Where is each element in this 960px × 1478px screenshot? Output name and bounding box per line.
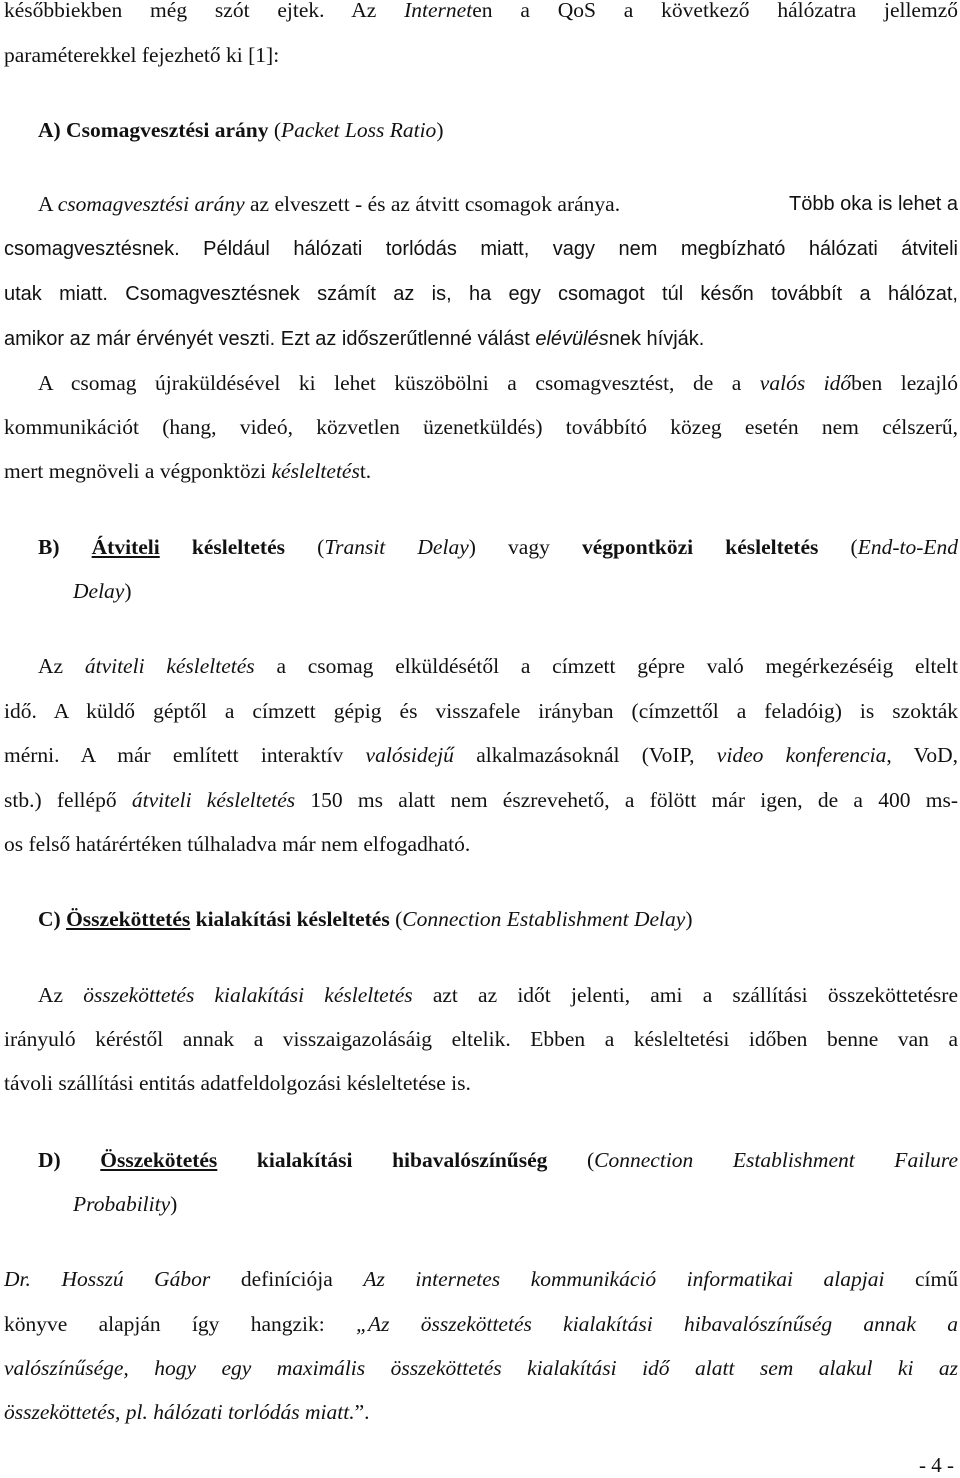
- section-d-line-1: Dr. Hosszú Gábor definíciója Az internetes kommunikáció informatikai alapjai című: [4, 1267, 958, 1291]
- section-a-line-5: A csomag újraküldésével ki lehet küszöbölni a csomagvesztést, de a valós időben lezajló: [38, 371, 959, 395]
- section-a-line-6: kommunikációt (hang, videó, közvetlen üzenetküldés) továbbító közeg esetén nem célszerű,: [4, 415, 958, 439]
- section-a-line-3: utak miatt. Csomagvesztésnek számít az is, ha egy csomagot túl későn továbbít a hálózat,: [4, 283, 958, 305]
- section-b-line-2: idő. A küldő géptől a címzett gépig és visszafele irányban (címzettől a feladóig) is szokták: [4, 699, 958, 723]
- section-d-heading-1: D) Összekötetés kialakítási hibavalószínűség (Connection Establishment Failure: [38, 1148, 958, 1172]
- section-b-line-5: os felső határértéken túlhaladva már nem elfogadható.: [4, 832, 471, 856]
- section-b-line-4: stb.) fellépő átviteli késleltetés 150 ms alatt nem észrevehető, a fölött már igen, de a 400 ms-: [4, 788, 958, 812]
- section-a-line-1: A csomagvesztési arány az elveszett - és az átvitt csomagok aránya. Több oka is lehet a: [38, 192, 958, 216]
- section-a-line-4: amikor az már érvényét veszti. Ezt az időszerűtlenné válást elévülésnek hívják.: [4, 328, 705, 350]
- section-c-line-1: Az összeköttetés kialakítási késleltetés azt az időt jelenti, ami a szállítási összeköttetésre: [38, 983, 958, 1007]
- section-c-heading: C) Összeköttetés kialakítási késleltetés (Connection Establishment Delay): [38, 907, 693, 931]
- page-number: - 4 -: [919, 1453, 954, 1477]
- intro-line-2: paraméterekkel fejezhető ki [1]:: [4, 43, 280, 67]
- section-b-line-1: Az átviteli késleltetés a csomag elküldésétől a címzett gépre való megérkezéséig eltelt: [38, 654, 958, 678]
- section-b-heading-1: B) Átviteli késleltetés (Transit Delay) vagy végpontközi késleltetés (End-to-End: [38, 535, 958, 559]
- section-a-line-7: mert megnöveli a végponktözi késleltetést.: [4, 459, 372, 483]
- section-a-line-2: csomagvesztésnek. Például hálózati torlódás miatt, vagy nem megbízható hálózati átviteli: [4, 238, 958, 260]
- section-d-line-2: könyve alapján így hangzik: „Az összeköttetés kialakítási hibavalószínűség annak a: [4, 1312, 958, 1336]
- intro-line-1: későbbiekben még szót ejtek. Az Interneten a QoS a következő hálózatra jellemző: [4, 0, 958, 22]
- section-c-line-3: távoli szállítási entitás adatfeldolgozási késleltetése is.: [4, 1071, 471, 1095]
- section-d-line-3: valószínűsége, hogy egy maximális összeköttetés kialakítási idő alatt sem alakul ki az: [4, 1356, 958, 1380]
- section-b-heading-2: Delay): [73, 579, 132, 603]
- section-a-heading: A) Csomagvesztési arány (Packet Loss Ratio): [38, 118, 444, 142]
- section-b-line-3: mérni. A már említett interaktív valósidejű alkalmazásoknál (VoIP, video konferencia, VoD,: [4, 743, 958, 767]
- section-c-line-2: irányuló kéréstől annak a visszaigazolásáig eltelik. Ebben a késleltetési időben benne van a: [4, 1027, 958, 1051]
- section-d-heading-2: Probability): [73, 1192, 178, 1216]
- section-d-line-4: összeköttetés, pl. hálózati torlódás miatt.”.: [4, 1400, 370, 1424]
